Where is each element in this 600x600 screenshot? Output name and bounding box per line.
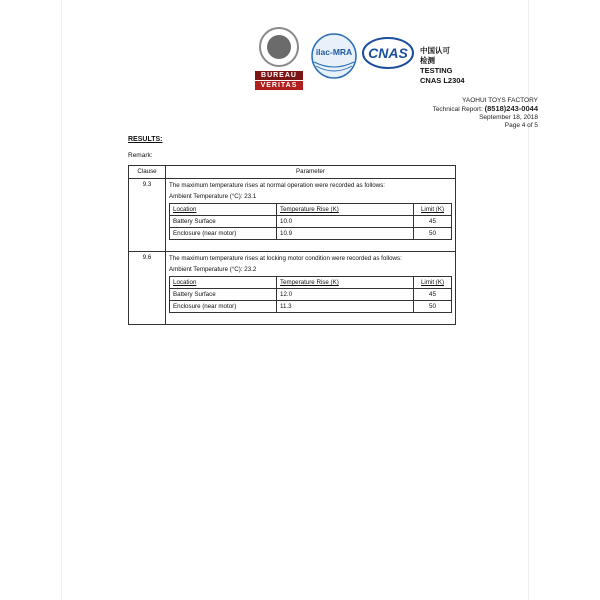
measurement-subtable (169, 276, 452, 313)
cnas-logo-text: CNAS (368, 45, 408, 61)
measurement-row (170, 216, 452, 228)
bv-logo-line1: BUREAU (255, 71, 303, 80)
report-label: Technical Report: (432, 106, 483, 113)
limit-value: 50 (414, 228, 452, 240)
ilac-mra-logo (310, 32, 358, 80)
cnas-line-3: TESTING (420, 66, 453, 75)
location-value: Enclosure (near motor) (170, 301, 277, 313)
cnas-line-2: 检测 (420, 56, 435, 65)
location-value: Enclosure (near motor) (170, 228, 277, 240)
clause-cell: 9.6 (129, 252, 166, 325)
ambient-temperature: Ambient Temperature (°C): 23.1 (169, 193, 257, 200)
location-value: Battery Surface (170, 216, 277, 228)
report-header (433, 97, 538, 130)
rise-value: 11.3 (277, 301, 414, 313)
ilac-logo-text: ilac-MRA (315, 47, 353, 57)
parameter-header: Parameter (166, 166, 456, 179)
location-header: Location (170, 277, 277, 289)
clause-cell: 9.3 (129, 179, 166, 252)
limit-header: Limit (K) (414, 204, 452, 216)
rise-value: 10.0 (277, 216, 414, 228)
remark-label: Remark: (128, 152, 153, 159)
measurement-row (170, 289, 452, 301)
table-row (129, 179, 456, 252)
measurement-row (170, 301, 452, 313)
location-value: Battery Surface (170, 289, 277, 301)
results-table (128, 165, 456, 325)
clause-header: Clause (129, 166, 166, 179)
location-header: Location (170, 204, 277, 216)
ambient-temperature: Ambient Temperature (°C): 23.2 (169, 266, 257, 273)
table-header-row (129, 166, 456, 179)
company-name: YAOHUI TOYS FACTORY (462, 97, 538, 104)
report-number-line (433, 105, 538, 114)
cnas-accreditation-text (420, 46, 465, 86)
cnas-logo (362, 36, 414, 70)
limit-value: 45 (414, 289, 452, 301)
bureau-veritas-logo (255, 27, 303, 91)
bv-seal-icon (259, 27, 299, 67)
report-number: (8518)243-0044 (484, 104, 538, 113)
page-number: Page 4 of 5 (504, 122, 538, 129)
rise-value: 10.9 (277, 228, 414, 240)
parameter-cell (166, 179, 456, 252)
measurement-subtable (169, 203, 452, 240)
measurement-row (170, 228, 452, 240)
limit-value: 50 (414, 301, 452, 313)
row-intro: The maximum temperature rises at normal operation were recorded as follows: (169, 182, 385, 189)
report-date: September 18, 2018 (479, 114, 538, 121)
rise-value: 12.0 (277, 289, 414, 301)
rise-header: Temperature Rise (K) (277, 204, 414, 216)
row-intro: The maximum temperature rises at locking motor condition were recorded as follows: (169, 255, 402, 262)
cnas-line-4: CNAS L2304 (420, 76, 465, 85)
limit-value: 45 (414, 216, 452, 228)
limit-header: Limit (K) (414, 277, 452, 289)
results-heading: RESULTS: (128, 136, 163, 143)
bv-logo-line2: VERITAS (255, 81, 303, 90)
table-row (129, 252, 456, 325)
parameter-cell (166, 252, 456, 325)
rise-header: Temperature Rise (K) (277, 277, 414, 289)
cnas-line-1: 中国认可 (420, 46, 450, 55)
